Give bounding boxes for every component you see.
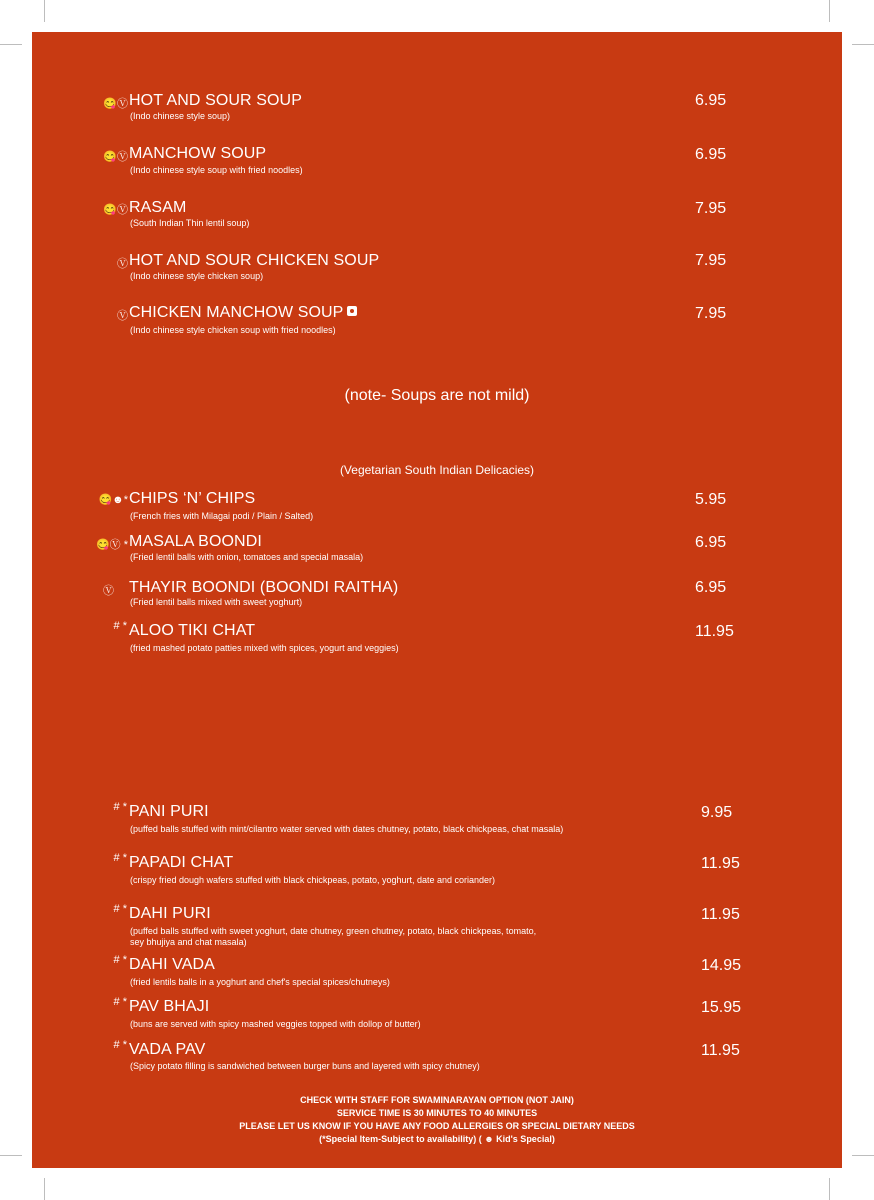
diet-icons: Ⓥ xyxy=(117,258,128,270)
item-name: RASAM xyxy=(129,199,187,216)
crop-mark xyxy=(829,0,830,22)
crop-mark xyxy=(852,44,874,45)
item-name: MANCHOW SOUP xyxy=(129,145,267,162)
item-price: 5.95 xyxy=(695,491,727,508)
item-name: VADA PAV xyxy=(129,1041,206,1058)
item-price: 6.95 xyxy=(695,92,727,109)
item-price: 9.95 xyxy=(701,804,733,821)
section-title: (Vegetarian South Indian Delicacies) xyxy=(339,463,535,477)
item-description: (fried mashed potato patties mixed with spices, yogurt and veggies) xyxy=(130,643,399,653)
item-price: 14.95 xyxy=(701,957,742,974)
soup-note: (note- Soups are not mild) xyxy=(344,387,530,404)
crop-mark xyxy=(0,1155,22,1156)
item-price: 11.95 xyxy=(695,623,734,640)
diet-icons: # * xyxy=(113,903,127,915)
item-name: PANI PURI xyxy=(129,803,209,820)
item-description: (Indo chinese style chicken soup with fried noodles) xyxy=(130,325,336,335)
item-description: (crispy fried dough wafers stuffed with black chickpeas, potato, yoghurt, date and coriander) xyxy=(130,875,496,885)
item-description-line2: sey bhujiya and chat masala) xyxy=(130,937,247,947)
diet-icons: # * xyxy=(113,801,127,813)
item-description: (Indo chinese style soup) xyxy=(130,111,231,121)
item-description: (Spicy potato filling is sandwiched between burger buns and layered with spicy chutney) xyxy=(130,1061,480,1071)
diet-icons: 😋Ⓥ xyxy=(103,98,128,110)
footer-notes xyxy=(32,1094,842,1146)
diet-icons: 😋Ⓥ xyxy=(103,204,128,216)
item-name: THAYIR BOONDI (BOONDI RAITHA) xyxy=(129,579,399,596)
crop-mark xyxy=(44,0,45,22)
diet-icons: # * xyxy=(113,620,127,632)
diet-icons: Ⓥ xyxy=(103,585,114,597)
item-name: CHIPS ‘N’ CHIPS xyxy=(129,490,256,507)
item-name: HOT AND SOUR CHICKEN SOUP xyxy=(129,252,380,269)
footer-line: (*Special Item-Subject to availability) ( ☻ Kid's Special) xyxy=(319,1134,555,1144)
item-description: (Fried lentil balls mixed with sweet yoghurt) xyxy=(130,597,303,607)
diet-icons: 😋☻* xyxy=(98,494,128,506)
item-description: (Indo chinese style soup with fried noodles) xyxy=(130,165,303,175)
item-name xyxy=(129,304,357,322)
item-description: (Indo chinese style chicken soup) xyxy=(130,271,264,281)
item-name: PAPADI CHAT xyxy=(129,854,234,871)
item-price: 7.95 xyxy=(695,252,727,269)
diet-icons: 😋Ⓥ xyxy=(103,151,128,163)
item-price: 11.95 xyxy=(701,855,740,872)
item-name: DAHI PURI xyxy=(129,905,211,922)
footer-line: SERVICE TIME IS 30 MINUTES TO 40 MINUTES xyxy=(336,1108,538,1118)
item-name-text: CHICKEN MANCHOW SOUP xyxy=(129,304,344,321)
diet-icons: # * xyxy=(113,1039,127,1051)
item-price: 6.95 xyxy=(695,146,727,163)
footer-line: PLEASE LET US KNOW IF YOU HAVE ANY FOOD ALLERGIES OR SPECIAL DIETARY NEEDS xyxy=(239,1121,635,1131)
item-description: (South Indian Thin lentil soup) xyxy=(130,218,250,228)
diet-icons: # * xyxy=(113,852,127,864)
item-name: MASALA BOONDI xyxy=(129,533,262,550)
item-price: 15.95 xyxy=(701,999,742,1016)
diet-icons: 😋Ⓥ * xyxy=(95,539,128,551)
crop-mark xyxy=(829,1178,830,1200)
item-price: 7.95 xyxy=(695,305,727,322)
item-description: (Fried lentil balls with onion, tomatoes and special masala) xyxy=(130,552,364,562)
diet-icons: # * xyxy=(113,996,127,1008)
item-price: 7.95 xyxy=(695,200,727,217)
item-name: HOT AND SOUR SOUP xyxy=(129,92,302,109)
crop-mark xyxy=(852,1155,874,1156)
item-description: (puffed balls stuffed with mint/cilantro water served with dates chutney, potato, black chickpeas, chat masala) xyxy=(130,824,564,834)
crop-mark xyxy=(44,1178,45,1200)
non-veg-icon xyxy=(347,306,357,316)
diet-icons: Ⓥ xyxy=(117,310,128,322)
item-price: 6.95 xyxy=(695,579,727,596)
item-description: (buns are served with spicy mashed veggies topped with dollop of butter) xyxy=(130,1019,421,1029)
item-name: ALOO TIKI CHAT xyxy=(129,622,256,639)
item-price: 6.95 xyxy=(695,534,727,551)
item-description: (fried lentils balls in a yoghurt and chef's special spices/chutneys) xyxy=(130,977,390,987)
item-name: DAHI VADA xyxy=(129,956,215,973)
diet-icons: # * xyxy=(113,954,127,966)
item-price: 11.95 xyxy=(701,1042,740,1059)
crop-mark xyxy=(0,44,22,45)
item-name: PAV BHAJI xyxy=(129,998,210,1015)
menu-page xyxy=(32,32,842,1168)
item-description: (puffed balls stuffed with sweet yoghurt, date chutney, green chutney, potato, black chickpeas, tomato, xyxy=(130,926,537,936)
footer-line: CHECK WITH STAFF FOR SWAMINARAYAN OPTION (NOT JAIN) xyxy=(300,1095,574,1105)
item-description: (French fries with Milagai podi / Plain / Salted) xyxy=(130,511,314,521)
item-price: 11.95 xyxy=(701,906,740,923)
